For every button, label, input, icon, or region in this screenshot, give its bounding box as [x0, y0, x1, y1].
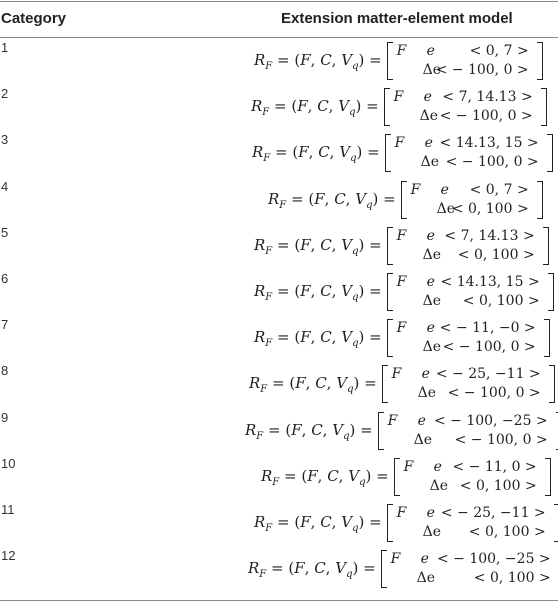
table-top-rule — [0, 1, 558, 2]
formula-q-sub: q — [352, 337, 359, 349]
formula-comma1: , — [310, 327, 321, 346]
formula-comma1: , — [304, 558, 315, 577]
table-row — [0, 454, 558, 498]
matrix-cell-f: F — [403, 459, 414, 475]
formula-r: R — [248, 558, 260, 577]
matrix-cell-delta-e-range: < − 100, 0 > — [454, 432, 548, 448]
formula-c: C — [327, 466, 339, 485]
formula-c: C — [315, 373, 327, 392]
formula-eq1: = ( — [269, 96, 298, 115]
matrix — [387, 42, 543, 80]
formula-comma2: , — [331, 512, 342, 531]
category-cell: 8 — [1, 363, 9, 378]
table-row — [0, 361, 558, 405]
matrix-left-bracket — [387, 319, 393, 357]
matrix-cell-e-range: < 7, 14.13 > — [444, 228, 535, 244]
formula-r: R — [245, 420, 257, 439]
table-bottom-rule — [0, 600, 558, 601]
formula-eq2: ) = — [358, 281, 382, 300]
matrix — [387, 273, 554, 311]
matrix-right-bracket — [541, 88, 547, 126]
matrix-cell-delta-e: Δe — [422, 339, 442, 355]
category-cell: 6 — [1, 271, 9, 286]
formula-q-sub: q — [352, 60, 359, 72]
formula-c: C — [314, 558, 326, 577]
formula-lhs — [254, 513, 382, 534]
matrix-cell-e-range: < − 100, −25 > — [436, 551, 551, 567]
matrix-cell-delta-e-range: < − 100, 0 > — [439, 108, 533, 124]
matrix-cell-e: e — [426, 505, 435, 521]
formula-r: R — [268, 189, 280, 208]
formula-r: R — [254, 512, 266, 531]
formula-eq2: ) = — [365, 466, 389, 485]
formula-f: F — [300, 281, 311, 300]
matrix-right-bracket — [547, 134, 553, 172]
matrix — [394, 458, 551, 496]
matrix-cell-f: F — [396, 320, 407, 336]
matrix-left-bracket — [387, 273, 393, 311]
formula-comma1: , — [307, 96, 318, 115]
formula-lhs — [254, 51, 382, 72]
formula-f-sub: F — [265, 291, 273, 303]
category-cell: 12 — [1, 548, 16, 563]
matrix-cell-f: F — [391, 366, 402, 382]
category-cell: 1 — [1, 40, 9, 55]
matrix-cell-e-range: < − 25, −11 > — [440, 505, 546, 521]
matrix-cell-e-range: < 14.13, 15 > — [439, 135, 539, 151]
matrix-left-bracket — [394, 458, 400, 496]
formula-lhs — [248, 559, 376, 580]
matrix-cell-f: F — [396, 505, 407, 521]
formula-comma2: , — [345, 189, 356, 208]
formula-comma2: , — [329, 142, 340, 161]
formula-eq1: = ( — [272, 235, 301, 254]
matrix-cell-delta-e-range: < − 100, 0 > — [435, 62, 529, 78]
matrix — [378, 412, 558, 450]
formula-v: V — [335, 558, 347, 577]
header-model: Extension matter-element model — [281, 10, 513, 27]
formula-comma2: , — [328, 96, 339, 115]
formula-comma1: , — [324, 189, 335, 208]
category-cell: 7 — [1, 317, 9, 332]
formula-comma2: , — [322, 420, 333, 439]
formula-lhs — [254, 282, 382, 303]
matrix-cell-delta-e-range: < 0, 100 > — [462, 293, 540, 309]
formula-f-sub: F — [260, 383, 268, 395]
formula-eq1: = ( — [279, 466, 308, 485]
formula-lhs — [254, 236, 382, 257]
matrix-cell-delta-e: Δe — [413, 432, 433, 448]
formula-eq1: = ( — [272, 512, 301, 531]
formula-r: R — [254, 235, 266, 254]
matrix-right-bracket — [545, 458, 551, 496]
matter-element-formula — [248, 550, 558, 588]
matrix-cell-e: e — [421, 366, 430, 382]
formula-c: C — [320, 281, 332, 300]
category-cell: 11 — [1, 502, 15, 517]
formula-lhs — [251, 97, 379, 118]
matter-element-formula — [254, 227, 549, 265]
formula-lhs — [261, 467, 389, 488]
formula-eq1: = ( — [272, 50, 301, 69]
formula-comma1: , — [310, 512, 321, 531]
matrix-cell-f: F — [390, 551, 401, 567]
matrix-cell-f: F — [410, 182, 421, 198]
formula-r: R — [254, 327, 266, 346]
matrix-cell-e: e — [417, 413, 426, 429]
formula-lhs — [252, 143, 380, 164]
formula-q-sub: q — [346, 568, 353, 580]
formula-v: V — [341, 281, 353, 300]
formula-eq2: ) = — [353, 373, 377, 392]
category-cell: 5 — [1, 225, 9, 240]
category-cell: 4 — [1, 179, 9, 194]
formula-eq2: ) = — [358, 50, 382, 69]
matrix — [401, 181, 543, 219]
matrix-cell-delta-e: Δe — [420, 154, 440, 170]
formula-q-sub: q — [343, 430, 350, 442]
formula-f: F — [300, 327, 311, 346]
matrix-left-bracket — [387, 227, 393, 265]
formula-v: V — [338, 96, 350, 115]
formula-eq1: = ( — [270, 142, 299, 161]
formula-r: R — [249, 373, 261, 392]
matrix-right-bracket — [543, 227, 549, 265]
table-row — [0, 269, 558, 313]
matrix-cell-f: F — [393, 89, 404, 105]
matter-element-formula — [254, 319, 550, 357]
matrix-right-bracket — [537, 42, 543, 80]
matrix-cell-e-range: < 14.13, 15 > — [440, 274, 540, 290]
matter-element-formula — [254, 273, 554, 311]
matrix-cell-delta-e-range: < 0, 100 > — [451, 201, 529, 217]
formula-lhs — [268, 190, 396, 211]
matrix-right-bracket — [554, 504, 558, 542]
formula-comma1: , — [310, 281, 321, 300]
matrix-cell-delta-e: Δe — [422, 247, 442, 263]
formula-v: V — [336, 373, 348, 392]
formula-c: C — [320, 50, 332, 69]
matrix-cell-e-range: < 0, 7 > — [469, 182, 529, 198]
matrix — [387, 227, 549, 265]
formula-f-sub: F — [265, 245, 273, 257]
formula-eq2: ) = — [372, 189, 396, 208]
formula-eq1: = ( — [272, 327, 301, 346]
formula-comma1: , — [317, 466, 328, 485]
formula-eq2: ) = — [349, 420, 373, 439]
matter-element-formula — [249, 365, 555, 403]
formula-q-sub: q — [352, 245, 359, 257]
matrix-right-bracket — [537, 181, 543, 219]
formula-lhs — [254, 328, 382, 349]
formula-f-sub: F — [256, 430, 264, 442]
matrix-cell-delta-e: Δe — [422, 62, 442, 78]
matrix — [387, 319, 550, 357]
formula-c: C — [320, 327, 332, 346]
formula-eq1: = ( — [267, 373, 296, 392]
table-row — [0, 546, 558, 590]
matrix-cell-e-range: < − 25, −11 > — [435, 366, 541, 382]
matrix — [382, 365, 555, 403]
category-cell: 2 — [1, 86, 9, 101]
formula-v: V — [339, 142, 351, 161]
matrix-cell-e: e — [424, 135, 433, 151]
matrix-left-bracket — [378, 412, 384, 450]
matrix-cell-e: e — [426, 43, 435, 59]
formula-r: R — [254, 281, 266, 300]
header-category: Category — [1, 10, 67, 27]
matrix-cell-f: F — [394, 135, 405, 151]
formula-r: R — [254, 50, 266, 69]
matrix-right-bracket — [548, 273, 554, 311]
formula-q-sub: q — [349, 106, 356, 118]
table-row — [0, 130, 558, 174]
matrix — [381, 550, 558, 588]
formula-c: C — [318, 142, 330, 161]
matrix-cell-delta-e-range: < 0, 100 > — [468, 524, 546, 540]
matrix-cell-delta-e: Δe — [422, 293, 442, 309]
formula-eq1: = ( — [272, 281, 301, 300]
formula-q-sub: q — [352, 522, 359, 534]
matrix-cell-f: F — [396, 274, 407, 290]
matrix-left-bracket — [382, 365, 388, 403]
matrix-cell-e: e — [426, 320, 435, 336]
formula-eq2: ) = — [358, 512, 382, 531]
formula-q-sub: q — [352, 291, 359, 303]
formula-eq1: = ( — [263, 420, 292, 439]
matter-element-formula — [268, 181, 543, 219]
formula-f: F — [294, 558, 305, 577]
category-cell: 9 — [1, 410, 9, 425]
formula-q-sub: q — [359, 476, 366, 488]
matrix-cell-delta-e-range: < − 100, 0 > — [447, 385, 541, 401]
matrix-cell-delta-e: Δe — [417, 385, 437, 401]
matter-element-formula — [251, 88, 547, 126]
table-row — [0, 315, 558, 359]
matrix-left-bracket — [387, 42, 393, 80]
formula-eq2: ) = — [356, 142, 380, 161]
matter-element-formula — [254, 42, 543, 80]
category-cell: 3 — [1, 132, 9, 147]
formula-eq2: ) = — [355, 96, 379, 115]
matrix-cell-delta-e: Δe — [416, 570, 436, 586]
matrix-cell-delta-e-range: < 0, 100 > — [457, 247, 535, 263]
formula-eq2: ) = — [358, 327, 382, 346]
formula-r: R — [252, 142, 264, 161]
formula-f-sub: F — [262, 106, 270, 118]
formula-comma2: , — [325, 558, 336, 577]
formula-r: R — [261, 466, 273, 485]
formula-f-sub: F — [279, 199, 287, 211]
matrix — [384, 88, 547, 126]
formula-comma1: , — [305, 373, 316, 392]
matrix-cell-e: e — [426, 274, 435, 290]
matrix-cell-delta-e-range: < − 100, 0 > — [445, 154, 539, 170]
formula-comma2: , — [331, 235, 342, 254]
formula-v: V — [355, 189, 367, 208]
formula-comma1: , — [310, 235, 321, 254]
matrix-cell-e-range: < − 100, −25 > — [433, 413, 548, 429]
matrix — [387, 504, 558, 542]
matrix — [385, 134, 553, 172]
formula-eq2: ) = — [352, 558, 376, 577]
matrix-cell-e: e — [440, 182, 449, 198]
formula-v: V — [341, 512, 353, 531]
formula-comma1: , — [308, 142, 319, 161]
matrix-cell-delta-e: Δe — [419, 108, 439, 124]
matrix-cell-delta-e-range: < − 100, 0 > — [442, 339, 536, 355]
formula-eq2: ) = — [358, 235, 382, 254]
table-row — [0, 500, 558, 544]
formula-comma2: , — [338, 466, 349, 485]
formula-c: C — [311, 420, 323, 439]
formula-c: C — [320, 512, 332, 531]
matter-element-formula — [245, 412, 558, 450]
formula-f: F — [300, 512, 311, 531]
formula-f: F — [307, 466, 318, 485]
formula-f-sub: F — [263, 152, 271, 164]
formula-c: C — [320, 235, 332, 254]
formula-v: V — [341, 235, 353, 254]
formula-f: F — [300, 50, 311, 69]
formula-v: V — [348, 466, 360, 485]
formula-q-sub: q — [366, 199, 373, 211]
matrix-cell-delta-e-range: < 0, 100 > — [459, 478, 537, 494]
matter-element-formula — [254, 504, 558, 542]
matrix-cell-e: e — [420, 551, 429, 567]
formula-f-sub: F — [265, 522, 273, 534]
matrix-cell-f: F — [396, 43, 407, 59]
formula-f-sub: F — [272, 476, 280, 488]
formula-eq1: = ( — [266, 558, 295, 577]
table-row — [0, 408, 558, 452]
formula-f-sub: F — [259, 568, 267, 580]
matrix-cell-e-range: < 7, 14.13 > — [442, 89, 533, 105]
matter-element-formula — [261, 458, 551, 496]
formula-f-sub: F — [265, 337, 273, 349]
formula-v: V — [332, 420, 344, 439]
matrix-left-bracket — [401, 181, 407, 219]
formula-c: C — [334, 189, 346, 208]
formula-eq1: = ( — [286, 189, 315, 208]
matrix-cell-e: e — [426, 228, 435, 244]
formula-f-sub: F — [265, 60, 273, 72]
formula-comma2: , — [326, 373, 337, 392]
formula-comma1: , — [310, 50, 321, 69]
matrix-cell-delta-e: Δe — [422, 524, 442, 540]
table-row — [0, 38, 558, 82]
formula-c: C — [317, 96, 329, 115]
table-row — [0, 177, 558, 221]
matrix-cell-delta-e: Δe — [429, 478, 449, 494]
matrix-cell-e-range: < − 11, −0 > — [439, 320, 536, 336]
formula-f: F — [295, 373, 306, 392]
matrix-left-bracket — [387, 504, 393, 542]
formula-comma2: , — [331, 327, 342, 346]
formula-comma2: , — [331, 50, 342, 69]
formula-comma2: , — [331, 281, 342, 300]
formula-f: F — [314, 189, 325, 208]
formula-f: F — [298, 142, 309, 161]
matrix-cell-delta-e: Δe — [436, 201, 456, 217]
table-row — [0, 84, 558, 128]
matrix-right-bracket — [549, 365, 555, 403]
matter-element-formula — [252, 134, 553, 172]
formula-lhs — [249, 374, 377, 395]
formula-comma1: , — [301, 420, 312, 439]
table-row — [0, 223, 558, 267]
formula-r: R — [251, 96, 263, 115]
formula-f: F — [291, 420, 302, 439]
matrix-cell-e-range: < 0, 7 > — [469, 43, 529, 59]
formula-v: V — [341, 50, 353, 69]
matrix-cell-e: e — [433, 459, 442, 475]
category-cell: 10 — [1, 456, 16, 471]
matrix-cell-f: F — [396, 228, 407, 244]
matrix-cell-delta-e-range: < 0, 100 > — [473, 570, 551, 586]
matrix-right-bracket — [544, 319, 550, 357]
matrix-cell-e-range: < − 11, 0 > — [452, 459, 537, 475]
matrix-cell-f: F — [387, 413, 398, 429]
formula-lhs — [245, 421, 373, 442]
formula-v: V — [341, 327, 353, 346]
matrix-left-bracket — [384, 88, 390, 126]
matrix-left-bracket — [381, 550, 387, 588]
formula-f: F — [297, 96, 308, 115]
formula-f: F — [300, 235, 311, 254]
matrix-cell-e: e — [423, 89, 432, 105]
formula-q-sub: q — [350, 152, 357, 164]
formula-q-sub: q — [347, 383, 354, 395]
matrix-left-bracket — [385, 134, 391, 172]
